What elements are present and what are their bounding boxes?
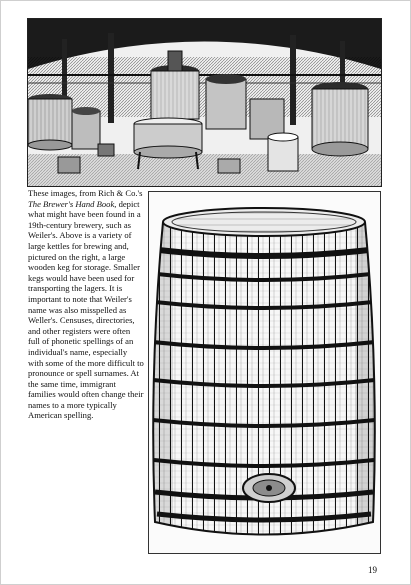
caption-part-1: These images, from Rich & Co.'s [28,188,143,198]
book-title: The Brewer's Hand Book [28,198,115,209]
caption-text [28,188,144,421]
page-number: 19 [368,565,377,575]
caption-part-2: , depict what might have been found in a 19th-century brewery, such as Weiler's. Above is a variety of large kettles for brewing and, pictured on the right, a large wooden keg for storage. Smaller kegs would have been used for transporting the lagers. It is important to note that Weiler's name was also misspelled as Weller's. Censuses, directories, and other registers were often full of phonetic spellings of an individual's name, especially with some of the more difficult to pronounce or spell surnames. At the same time, immigrant families would often change their names to a more typically American spelling. [28,198,144,421]
wooden-keg-illustration [148,191,381,554]
brewing-kettles-illustration [27,18,382,187]
